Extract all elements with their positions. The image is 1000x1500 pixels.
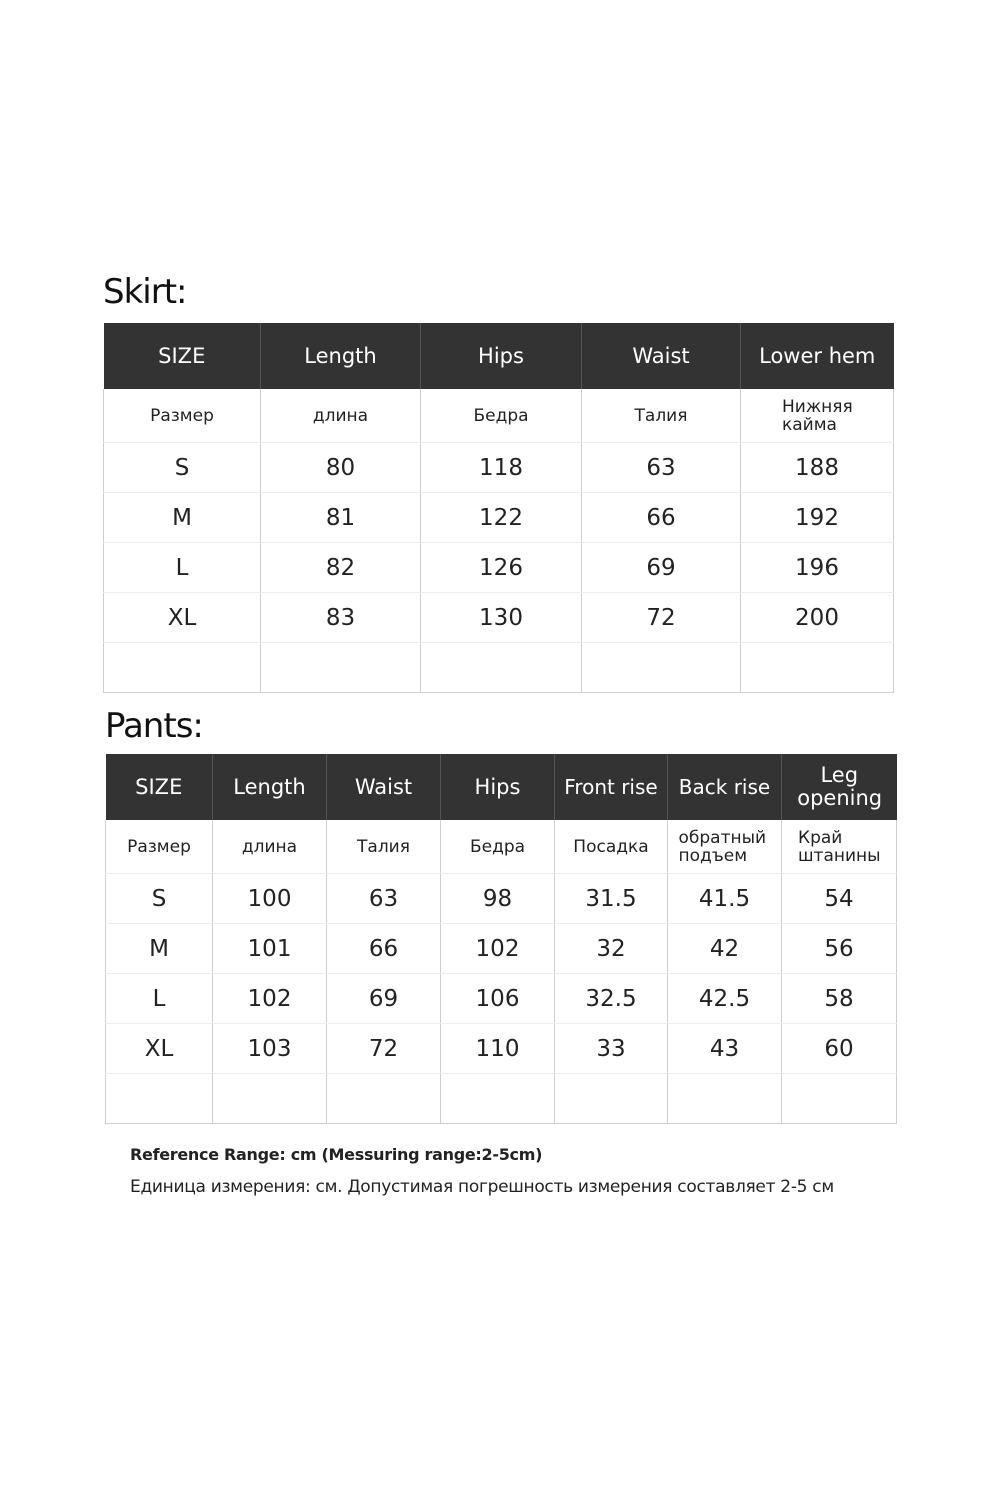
skirt-ru-size: Размер	[104, 389, 261, 443]
table-cell: 69	[327, 974, 441, 1024]
skirt-section-title: Skirt:	[103, 272, 187, 312]
skirt-ru-lower-hem: Нижняя кайма	[782, 396, 853, 435]
pants-header-back-rise: Back rise	[668, 754, 782, 820]
table-row	[104, 543, 894, 593]
empty-cell	[741, 643, 894, 693]
table-cell: 66	[327, 924, 441, 974]
empty-cell	[555, 1074, 668, 1124]
table-cell: 33	[555, 1024, 668, 1074]
pants-header-size: SIZE	[106, 754, 213, 820]
table-cell: 80	[261, 443, 421, 493]
pants-size-s: S	[106, 874, 213, 924]
empty-table-row	[104, 643, 894, 693]
table-cell: 106	[441, 974, 555, 1024]
table-cell: 103	[213, 1024, 327, 1074]
table-row	[104, 493, 894, 543]
pants-ru-leg-opening-cell	[782, 820, 897, 874]
skirt-size-m: M	[104, 493, 261, 543]
skirt-ru-hips: Бедра	[421, 389, 582, 443]
table-cell: 110	[441, 1024, 555, 1074]
pants-ru-hips: Бедра	[441, 820, 555, 874]
reference-range-note-russian: Единица измерения: см. Допустимая погрешность измерения составляет 2-5 см	[130, 1177, 834, 1197]
empty-cell	[782, 1074, 897, 1124]
table-cell: 83	[261, 593, 421, 643]
table-cell: 42	[668, 924, 782, 974]
table-row	[106, 874, 897, 924]
pants-russian-header-row	[106, 820, 897, 874]
table-cell: 63	[327, 874, 441, 924]
table-cell: 82	[261, 543, 421, 593]
table-cell: 100	[213, 874, 327, 924]
skirt-header-row	[104, 323, 894, 389]
pants-ru-back-rise: обратный подъем	[678, 827, 767, 866]
empty-cell	[104, 643, 261, 693]
pants-header-leg-opening: Leg opening	[797, 763, 883, 810]
table-cell: 32	[555, 924, 668, 974]
pants-size-xl: XL	[106, 1024, 213, 1074]
skirt-ru-lower-hem-cell	[741, 389, 894, 443]
table-cell: 32.5	[555, 974, 668, 1024]
reference-range-note: Reference Range: cm (Messuring range:2-5cm)	[130, 1145, 543, 1164]
pants-header-leg-opening-cell	[782, 754, 897, 820]
pants-header-row	[106, 754, 897, 820]
table-row	[106, 974, 897, 1024]
pants-size-l: L	[106, 974, 213, 1024]
skirt-size-s: S	[104, 443, 261, 493]
empty-cell	[421, 643, 582, 693]
table-cell: 63	[582, 443, 741, 493]
pants-ru-back-rise-cell	[668, 820, 782, 874]
table-cell: 72	[327, 1024, 441, 1074]
empty-cell	[441, 1074, 555, 1124]
skirt-russian-header-row	[104, 389, 894, 443]
table-cell: 56	[782, 924, 897, 974]
table-cell: 72	[582, 593, 741, 643]
pants-ru-waist: Талия	[327, 820, 441, 874]
skirt-header-waist: Waist	[582, 323, 741, 389]
table-cell: 69	[582, 543, 741, 593]
table-cell: 41.5	[668, 874, 782, 924]
skirt-header-length: Length	[261, 323, 421, 389]
skirt-header-lower-hem: Lower hem	[741, 323, 894, 389]
empty-cell	[106, 1074, 213, 1124]
pants-header-waist: Waist	[327, 754, 441, 820]
table-cell: 54	[782, 874, 897, 924]
skirt-size-table	[103, 323, 894, 693]
skirt-header-hips: Hips	[421, 323, 582, 389]
table-row	[106, 1024, 897, 1074]
table-row	[104, 593, 894, 643]
table-row	[104, 443, 894, 493]
empty-cell	[582, 643, 741, 693]
table-cell: 101	[213, 924, 327, 974]
table-cell: 102	[213, 974, 327, 1024]
table-cell: 196	[741, 543, 894, 593]
skirt-ru-length: длина	[261, 389, 421, 443]
table-cell: 130	[421, 593, 582, 643]
empty-cell	[668, 1074, 782, 1124]
pants-ru-length: длина	[213, 820, 327, 874]
pants-ru-size: Размер	[106, 820, 213, 874]
table-cell: 43	[668, 1024, 782, 1074]
table-cell: 58	[782, 974, 897, 1024]
table-cell: 66	[582, 493, 741, 543]
pants-size-m: M	[106, 924, 213, 974]
pants-section-title: Pants:	[105, 706, 203, 746]
table-cell: 60	[782, 1024, 897, 1074]
pants-header-length: Length	[213, 754, 327, 820]
empty-cell	[213, 1074, 327, 1124]
table-cell: 102	[441, 924, 555, 974]
empty-cell	[261, 643, 421, 693]
pants-header-front-rise: Front rise	[555, 754, 668, 820]
empty-table-row	[106, 1074, 897, 1124]
table-cell: 81	[261, 493, 421, 543]
pants-header-hips: Hips	[441, 754, 555, 820]
table-cell: 42.5	[668, 974, 782, 1024]
table-cell: 200	[741, 593, 894, 643]
table-cell: 31.5	[555, 874, 668, 924]
pants-ru-front-rise: Посадка	[555, 820, 668, 874]
table-cell: 118	[421, 443, 582, 493]
skirt-ru-waist: Талия	[582, 389, 741, 443]
table-cell: 122	[421, 493, 582, 543]
table-cell: 126	[421, 543, 582, 593]
skirt-header-size: SIZE	[104, 323, 261, 389]
table-cell: 188	[741, 443, 894, 493]
pants-size-table	[105, 754, 897, 1124]
empty-cell	[327, 1074, 441, 1124]
pants-ru-leg-opening: Край штанины	[798, 827, 881, 866]
skirt-size-xl: XL	[104, 593, 261, 643]
table-cell: 98	[441, 874, 555, 924]
skirt-size-l: L	[104, 543, 261, 593]
table-row	[106, 924, 897, 974]
table-cell: 192	[741, 493, 894, 543]
